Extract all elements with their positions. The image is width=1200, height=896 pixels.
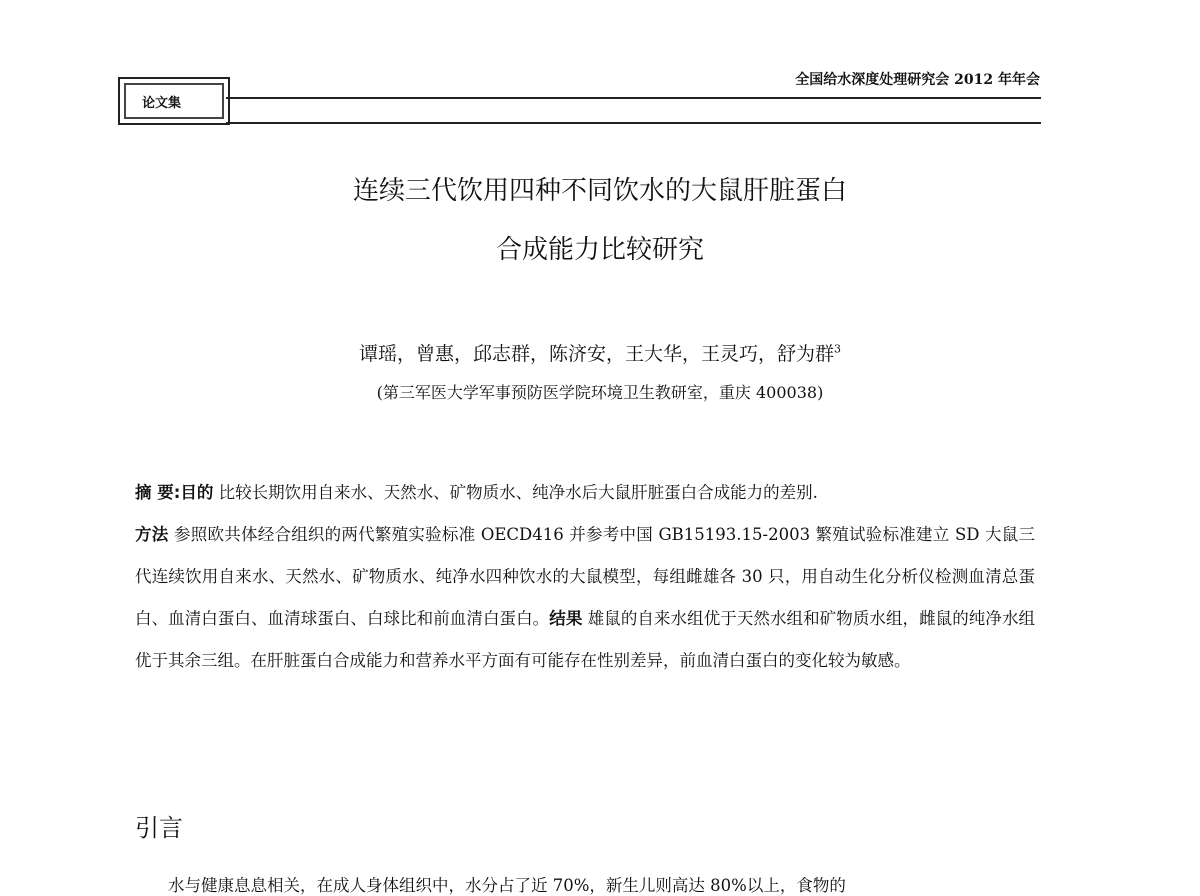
objective-text: 比较长期饮用自来水、天然水、矿物质水、纯净水后大鼠肝脏蛋白合成能力的差别. bbox=[213, 483, 818, 502]
methods-label: 方法 bbox=[135, 525, 169, 544]
header-rule-bottom bbox=[226, 122, 1041, 124]
intro-text: 水与健康息息相关，在成人身体组织中，水分占了近 70%，新生儿则高达 80%以上，食物的 bbox=[168, 876, 846, 895]
results-label: 结果 bbox=[549, 609, 583, 628]
authors bbox=[0, 339, 1200, 366]
intro-heading: 引言 bbox=[135, 814, 183, 842]
section-label: 论文集 bbox=[142, 96, 182, 111]
author-list: 谭瑶，曾惠，邱志群，陈济安，王大华，王灵巧，舒为群 bbox=[358, 343, 834, 365]
objective-label: 目的 bbox=[180, 483, 214, 502]
results-text: 雄鼠的自来水组优于天然水组和矿物质水组，雌鼠的纯净水组优于其余三组。在肝脏蛋白合成能力和营养水平方面有可能存在性别差异，前血清白蛋白的变化较为敏感。 bbox=[135, 609, 1036, 670]
affiliation: (第三军医大学军事预防医学院环境卫生教研室，重庆 400038) bbox=[376, 383, 824, 402]
abstract bbox=[135, 472, 1035, 682]
methods-text: 参照欧共体经合组织的两代繁殖实验标准 OECD416 并参考中国 GB15193.15-2003 繁殖试验标准建立 SD 大鼠三代连续饮用自来水、天然水、矿物质水、纯净水四种饮水的大鼠模型，每组雌雄各 30 只，用自动生化分析仪检测血清总蛋白、血清白蛋白、血清球蛋白、白球比和前血清白蛋白。 bbox=[135, 525, 1035, 628]
conference-name: 全国给水深度处理研究会 2012 年年会 bbox=[795, 72, 1040, 88]
abstract-label: 摘 要: bbox=[135, 483, 181, 502]
paper-title-line2: 合成能力比较研究 bbox=[495, 235, 704, 265]
section-label-box bbox=[118, 77, 230, 125]
paper-title-line1: 连续三代饮用四种不同饮水的大鼠肝脏蛋白 bbox=[352, 176, 847, 206]
header-rule-top bbox=[226, 97, 1041, 99]
author-superscript: 3 bbox=[834, 342, 841, 356]
